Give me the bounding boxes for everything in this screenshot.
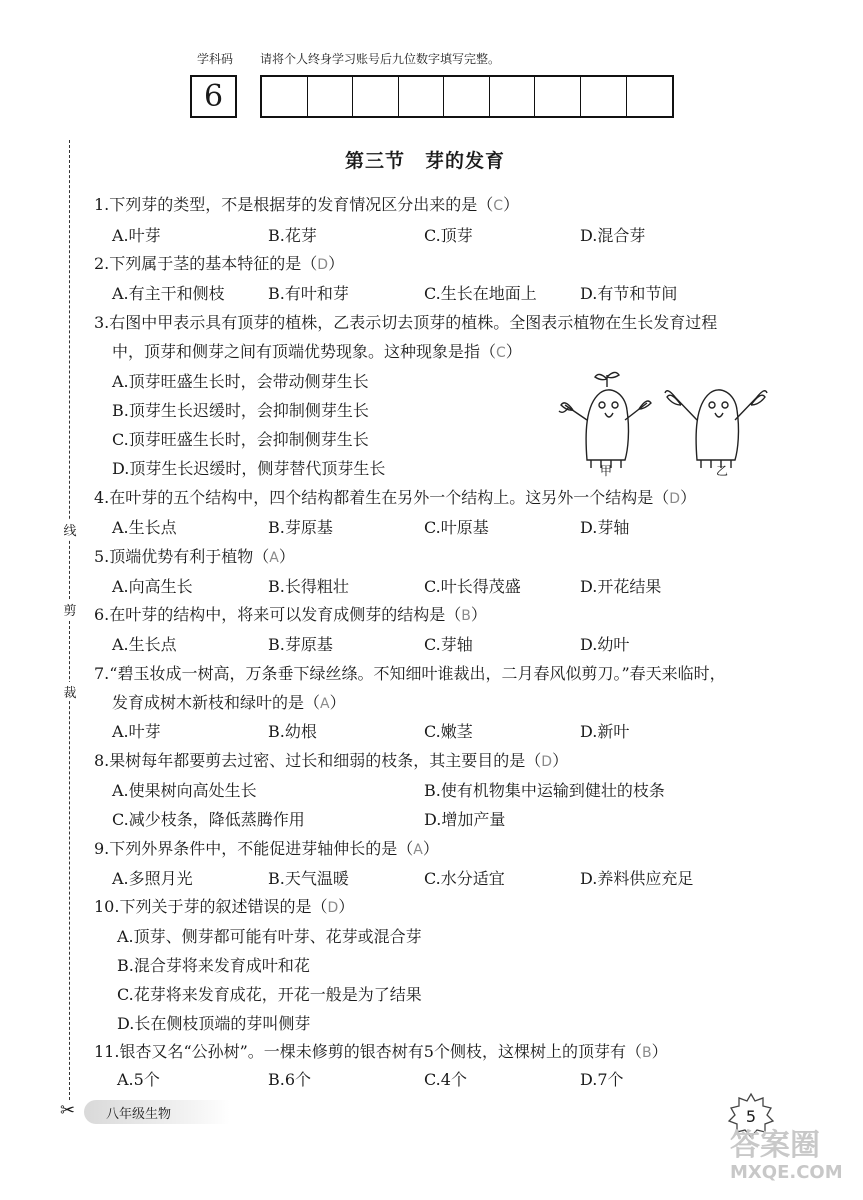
plant-figure bbox=[555, 365, 775, 485]
option: A.5个 bbox=[117, 1070, 160, 1089]
scissors-icon: ✂ bbox=[60, 1100, 76, 1121]
option: C.芽轴 bbox=[424, 635, 473, 654]
answer: B bbox=[642, 1045, 652, 1061]
stem-text: 发育成树木新枝和绿叶的是（ bbox=[112, 693, 321, 712]
option: B.芽原基 bbox=[268, 635, 333, 654]
option: B.花芽 bbox=[268, 226, 317, 245]
option: D.芽轴 bbox=[580, 518, 630, 537]
digit-cell[interactable] bbox=[308, 77, 354, 116]
answer: D bbox=[317, 257, 329, 273]
option: B.天气温暖 bbox=[268, 869, 349, 888]
option: D.开花结果 bbox=[580, 577, 662, 596]
digit-cell[interactable] bbox=[399, 77, 445, 116]
option: B.顶芽生长迟缓时，会抑制侧芽生长 bbox=[112, 401, 369, 420]
answer: C bbox=[496, 345, 506, 361]
option: A.使果树向高处生长 bbox=[112, 781, 257, 800]
option: C.4个 bbox=[424, 1070, 467, 1089]
option: A.向高生长 bbox=[112, 577, 193, 596]
option: A.有主干和侧枝 bbox=[112, 284, 225, 303]
question-8-stem bbox=[94, 751, 568, 772]
side-text-line: 线 bbox=[62, 520, 78, 539]
answer: A bbox=[269, 550, 279, 566]
question-2-stem bbox=[94, 254, 344, 275]
subject-code-label: 学科码 bbox=[197, 52, 234, 66]
stem-close: ） bbox=[680, 488, 697, 507]
option: C.叶原基 bbox=[424, 518, 489, 537]
answer: B bbox=[461, 608, 471, 624]
stem-text: 4.在叶芽的五个结构中，四个结构都着生在另外一个结构上。这另外一个结构是（ bbox=[94, 488, 670, 507]
option: D.养料供应充足 bbox=[580, 869, 694, 888]
question-7-stem-line1: 7.“碧玉妆成一树高，万条垂下绿丝绦。不知细叶谁裁出，二月春风似剪刀。”春天来临时， bbox=[94, 664, 726, 683]
question-4-stem bbox=[94, 488, 696, 509]
question-3-stem-line1: 3.右图中甲表示具有顶芽的植株，乙表示切去顶芽的植株。全图表示植物在生长发育过程 bbox=[94, 313, 718, 332]
account-instruction: 请将个人终身学习账号后九位数字填写完整。 bbox=[260, 52, 501, 66]
stem-close: ） bbox=[278, 547, 295, 566]
question-10-stem bbox=[94, 897, 354, 918]
question-5-stem bbox=[94, 547, 295, 568]
footer-grade-subject-tag bbox=[84, 1100, 230, 1124]
option: A.生长点 bbox=[112, 518, 177, 537]
watermark bbox=[730, 1130, 855, 1184]
stem-text: 9.下列外界条件中，不能促进芽轴伸长的是（ bbox=[94, 839, 414, 858]
option: D.长在侧枝顶端的芽叫侧芽 bbox=[117, 1014, 311, 1033]
digit-cell[interactable] bbox=[535, 77, 581, 116]
digit-cell[interactable] bbox=[627, 77, 673, 116]
stem-close: ） bbox=[328, 254, 345, 273]
stem-text: 10.下列关于芽的叙述错误的是（ bbox=[94, 897, 328, 916]
stem-close: ） bbox=[422, 839, 439, 858]
option: A.叶芽 bbox=[112, 226, 161, 245]
option: D.增加产量 bbox=[424, 810, 506, 829]
digit-cell[interactable] bbox=[581, 77, 627, 116]
digit-cell[interactable] bbox=[490, 77, 536, 116]
question-6-stem bbox=[94, 605, 487, 626]
option: C.水分适宜 bbox=[424, 869, 505, 888]
subject-code-value: 6 bbox=[203, 79, 224, 114]
answer: A bbox=[320, 696, 330, 712]
option: B.有叶和芽 bbox=[268, 284, 349, 303]
option: C.花芽将来发育成花，开花一般是为了结果 bbox=[117, 985, 422, 1004]
page-number: 5 bbox=[745, 1106, 757, 1126]
question-11-stem bbox=[94, 1042, 668, 1063]
plant-with-apical-bud bbox=[559, 372, 651, 468]
option: D.幼叶 bbox=[580, 635, 630, 654]
stem-text: 2.下列属于茎的基本特征的是（ bbox=[94, 254, 318, 273]
option: B.混合芽将来发育成叶和花 bbox=[117, 956, 310, 975]
section-title: 第三节 芽的发育 bbox=[345, 150, 506, 172]
account-digit-boxes[interactable] bbox=[260, 75, 674, 118]
digit-cell[interactable] bbox=[353, 77, 399, 116]
answer: D bbox=[669, 491, 681, 507]
question-1-stem bbox=[94, 195, 519, 216]
option: C.顶芽 bbox=[424, 226, 473, 245]
side-text-cut: 剪 bbox=[62, 600, 78, 619]
option: A.顶芽、侧芽都可能有叶芽、花芽或混合芽 bbox=[117, 927, 422, 946]
question-3-stem bbox=[112, 342, 522, 363]
option: D.混合芽 bbox=[580, 226, 646, 245]
option: B.6个 bbox=[268, 1070, 312, 1089]
cut-line bbox=[69, 140, 70, 1100]
answer: D bbox=[541, 754, 553, 770]
watermark-line1: 答案圈 bbox=[730, 1128, 820, 1163]
plant-without-apical-bud bbox=[665, 390, 767, 468]
option: D.顶芽生长迟缓时，侧芽替代顶芽生长 bbox=[112, 459, 386, 478]
option: D.7个 bbox=[580, 1070, 624, 1089]
stem-text: 8.果树每年都要剪去过密、过长和细弱的枝条，其主要目的是（ bbox=[94, 751, 542, 770]
option: A.叶芽 bbox=[112, 722, 161, 741]
stem-close: ） bbox=[503, 195, 520, 214]
answer: A bbox=[413, 842, 423, 858]
figure-label-left: 甲 bbox=[600, 464, 613, 478]
grade-subject: 八年级生物 bbox=[106, 1106, 172, 1122]
answer: D bbox=[327, 900, 339, 916]
option: A.多照月光 bbox=[112, 869, 193, 888]
subject-code-box bbox=[190, 75, 237, 118]
stem-close: ） bbox=[338, 897, 355, 916]
option: B.长得粗壮 bbox=[268, 577, 349, 596]
option: B.幼根 bbox=[268, 722, 317, 741]
digit-cell[interactable] bbox=[444, 77, 490, 116]
option: C.叶长得茂盛 bbox=[424, 577, 521, 596]
figure-label-right: 乙 bbox=[716, 464, 729, 478]
stem-close: ） bbox=[651, 1042, 668, 1061]
side-text-trim: 裁 bbox=[62, 682, 78, 701]
stem-text: 11.银杏又名“公孙树”。一棵未修剪的银杏树有5个侧枝，这棵树上的顶芽有（ bbox=[94, 1042, 642, 1061]
stem-close: ） bbox=[329, 693, 346, 712]
option: A.顶芽旺盛生长时，会带动侧芽生长 bbox=[112, 372, 369, 391]
stem-close: ） bbox=[505, 342, 522, 361]
stem-text: 5.顶端优势有利于植物（ bbox=[94, 547, 270, 566]
stem-close: ） bbox=[470, 605, 487, 624]
option: C.顶芽旺盛生长时，会抑制侧芽生长 bbox=[112, 430, 369, 449]
watermark-line2: MXQE.COM bbox=[730, 1162, 843, 1183]
option: C.减少枝条，降低蒸腾作用 bbox=[112, 810, 305, 829]
digit-cell[interactable] bbox=[262, 77, 308, 116]
stem-text: 中，顶芽和侧芽之间有顶端优势现象。这种现象是指（ bbox=[112, 342, 497, 361]
stem-text: 1.下列芽的类型，不是根据芽的发育情况区分出来的是（ bbox=[94, 195, 494, 214]
option: D.新叶 bbox=[580, 722, 630, 741]
option: C.嫩茎 bbox=[424, 722, 473, 741]
answer: C bbox=[493, 198, 504, 214]
option: A.生长点 bbox=[112, 635, 177, 654]
option: D.有节和节间 bbox=[580, 284, 678, 303]
option: B.使有机物集中运输到健壮的枝条 bbox=[424, 781, 665, 800]
stem-close: ） bbox=[552, 751, 569, 770]
option: B.芽原基 bbox=[268, 518, 333, 537]
question-7-stem bbox=[112, 693, 346, 714]
option: C.生长在地面上 bbox=[424, 284, 537, 303]
question-9-stem bbox=[94, 839, 439, 860]
stem-text: 6.在叶芽的结构中，将来可以发育成侧芽的结构是（ bbox=[94, 605, 462, 624]
